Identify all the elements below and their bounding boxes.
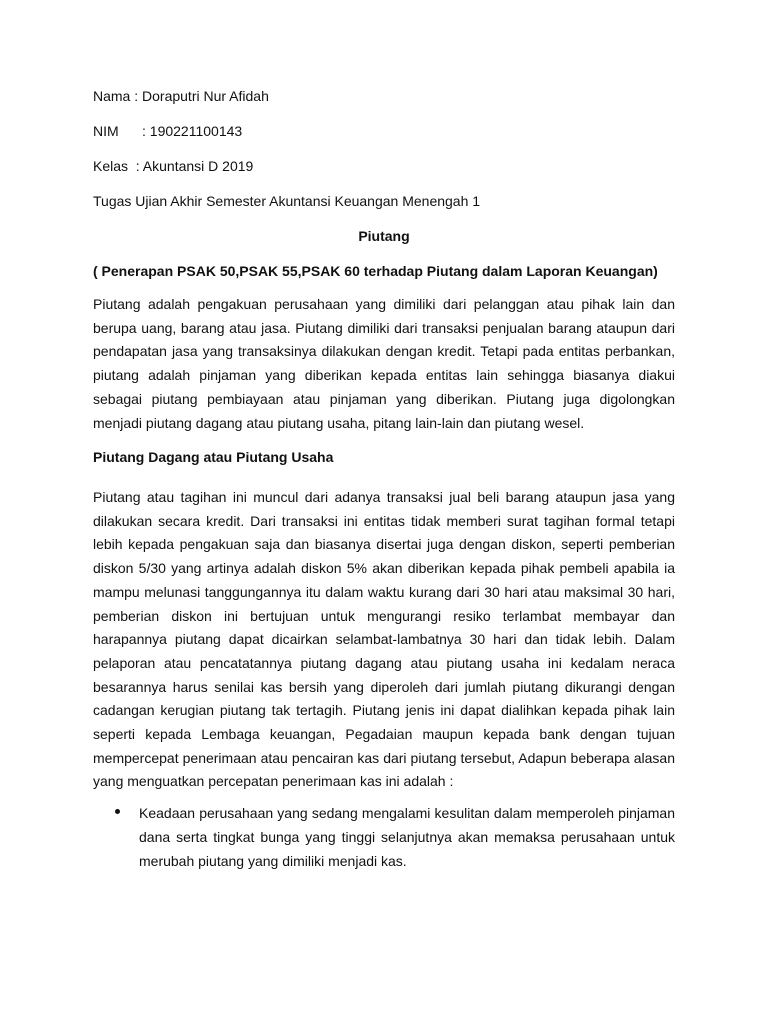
bullet-icon [115,809,120,814]
student-class: Kelas : Akuntansi D 2019 [93,158,254,174]
student-nim: NIM : 190221100143 [93,123,243,139]
section-paragraph: Piutang atau tagihan ini muncul dari adanya transaksi jual beli barang ataupun jasa yang dilakukan secara kredit. Dari transaksi ini entitas tidak memberi surat tagihan formal tetapi lebih kepada pengakuan saja dan biasanya disertai juga dengan diskon, seperti pemberian diskon 5/30 yang artinya adalah diskon 5% akan diberikan kepada pihak pembeli apabila ia mampu melunasi tanggungannya itu dalam waktu kurang dari 30 hari atau maksimal 30 hari, pemberian diskon ini bertujuan untuk mengurangi resiko terlambat membayar dan harapannya piutang dapat dicairkan selambat-lambatnya 30 hari dan tidak lebih. Dalam pelaporan atau pencatatannya piutang dagang atau piutang usaha ini kedalam neraca besarannya harus senilai kas bersih yang diperoleh dari jumlah piutang dikurangi dengan cadangan kerugian piutang tak tertagih. Piutang jenis ini dapat dialihkan kepada pihak lain seperti kepada Lembaga keuangan, Pegadaian maupun kepada bank dengan tujuan mempercepat penerimaan atau pencairan kas dari piutang tersebut, Adapun beberapa alasan yang menguatkan percepatan penerimaan kas ini adalah : [93,489,675,790]
document-subtitle: ( Penerapan PSAK 50,PSAK 55,PSAK 60 terhadap Piutang dalam Laporan Keuangan) [93,263,658,279]
bullet-text: Keadaan perusahaan yang sedang mengalami kesulitan dalam memperoleh pinjaman dana serta tingkat bunga yang tinggi selanjutnya akan memaksa perusahaan untuk merubah piutang yang dimiliki menjadi kas. [139,805,675,869]
student-name: Nama : Doraputri Nur Afidah [93,88,269,104]
section-heading: Piutang Dagang atau Piutang Usaha [93,449,334,465]
assignment-title: Tugas Ujian Akhir Semester Akuntansi Keuangan Menengah 1 [93,193,481,209]
document-title: Piutang [358,228,410,244]
intro-paragraph: Piutang adalah pengakuan perusahaan yang dimiliki dari pelanggan atau pihak lain dan berupa uang, barang atau jasa. Piutang dimiliki dari transaksi penjualan barang ataupun dari pendapatan jasa yang transaksinya dilakukan dengan kredit. Tetapi pada entitas perbankan, piutang adalah pinjaman yang diberikan kepada entitas lain sehingga biasanya diakui sebagai piutang pembiayaan atau pinjaman yang diberikan. Piutang juga digolongkan menjadi piutang dagang atau piutang usaha, pitang lain-lain dan piutang wesel. [93,296,675,431]
